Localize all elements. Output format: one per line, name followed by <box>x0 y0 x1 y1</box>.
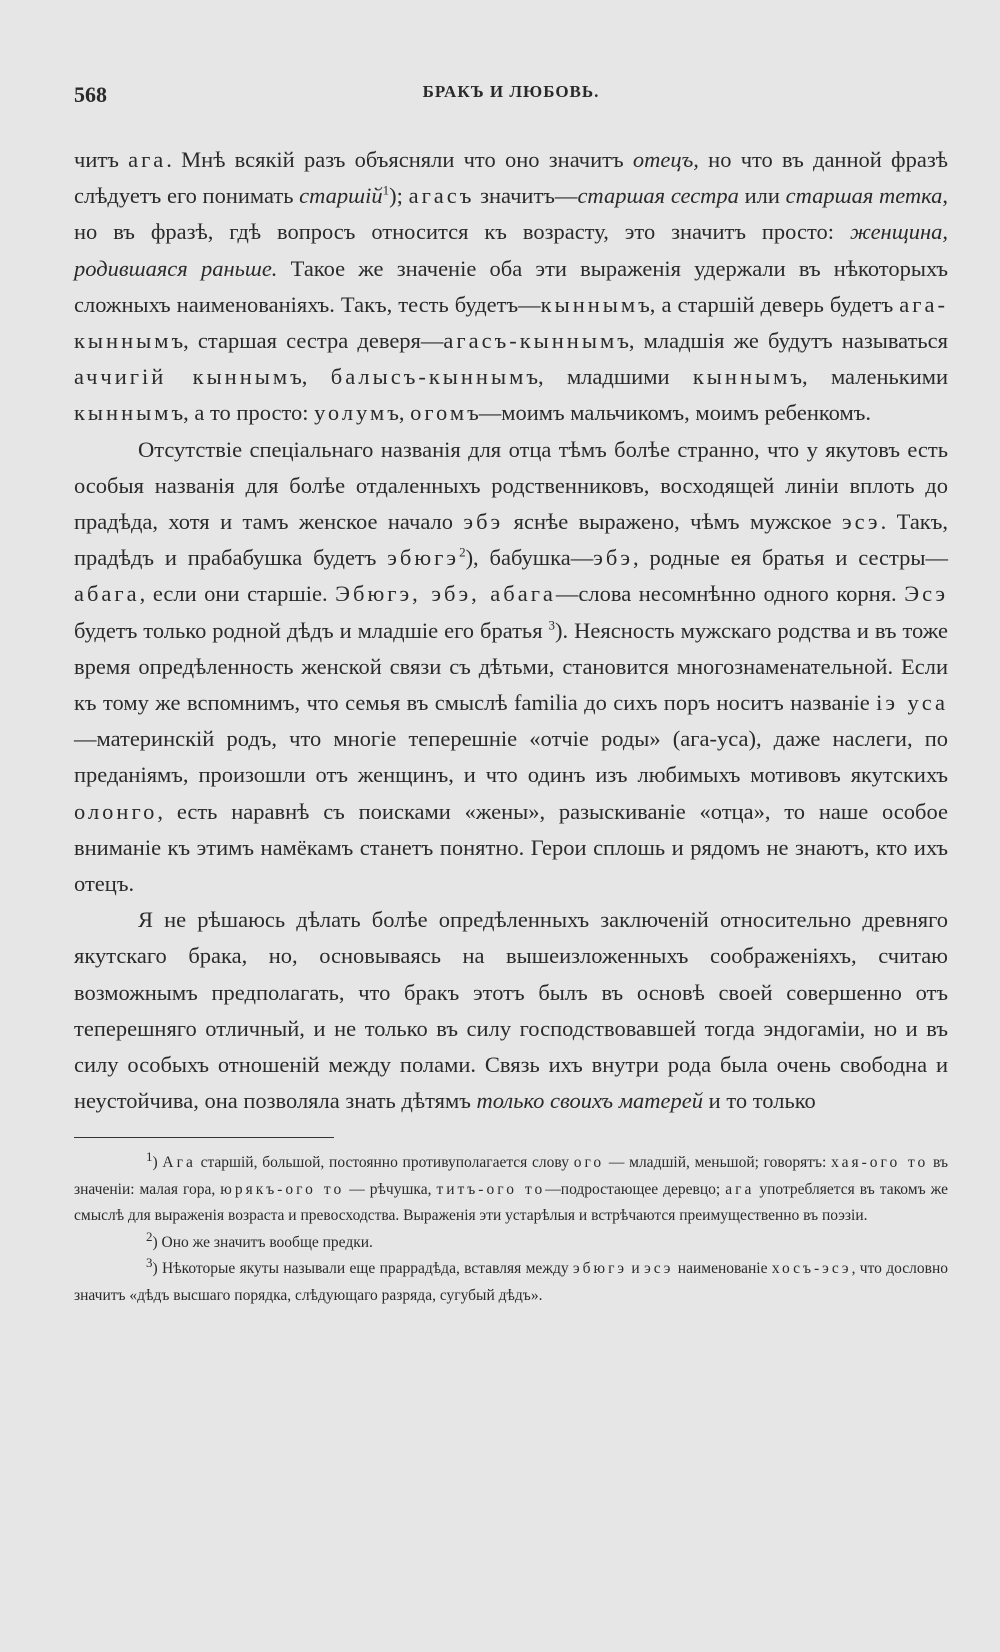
italic-text: старшій <box>299 183 383 209</box>
spaced-term: ого <box>573 1154 605 1172</box>
italic-text: старшая тетка <box>785 183 943 209</box>
spaced-term: эсэ <box>644 1260 674 1278</box>
text-run: —подростающее деревцо; <box>545 1180 726 1198</box>
footnotes <box>74 1150 948 1309</box>
text-run: , есть наравнѣ съ поисками «жены», разыскиваніе «отца», то наше особое вниманіе къ этимъ намёкамъ станетъ понятно. Герои сплошь и рядомъ не знаютъ, кто ихъ отецъ. <box>74 798 948 897</box>
text-run: ) <box>152 1154 163 1172</box>
text-run: —слова несомнѣнно одного корня. <box>555 581 905 607</box>
text-run: старшій, большой, постоянно противуполагается слову <box>195 1154 574 1172</box>
text-run: значитъ— <box>474 183 578 209</box>
text-run: ъ, маленькими <box>790 364 949 390</box>
spaced-term: кынным <box>540 291 639 317</box>
text-run: , родные ея братья и сестры— <box>632 545 948 571</box>
text-run: но что въ данной фразѣ слѣдуетъ его понимать <box>74 147 948 209</box>
page-header <box>74 72 948 112</box>
spaced-term: кынным <box>692 364 791 390</box>
footnote <box>74 1230 948 1257</box>
spaced-term: ага <box>128 147 167 172</box>
text-run: будетъ только родной дѣдъ и младшіе его братья <box>74 617 549 643</box>
text-run: употребляется въ такомъ же смыслѣ для выраженія возраста и превосходства. Выраженія эти устарѣлыя и встрѣчаются преимущественно въ поэзіи. <box>74 1180 948 1225</box>
spaced-term: титъ-ого то <box>436 1180 546 1198</box>
spaced-term: эбэ <box>463 509 504 535</box>
italic-text: женщина, родившаяся раньше. <box>74 219 948 281</box>
spaced-term: Эсэ <box>904 581 948 607</box>
text-run: въ значеніи: малая гора, <box>74 1154 948 1198</box>
footnote-ref: 1 <box>382 182 390 198</box>
paragraph <box>74 432 948 903</box>
spaced-term: олонго <box>74 798 158 824</box>
text-run: и <box>627 1260 645 1278</box>
spaced-term: агасъ <box>408 183 475 209</box>
text-run: ); <box>389 183 409 209</box>
spaced-term: Ага <box>162 1154 196 1172</box>
paragraph <box>74 142 948 432</box>
text-run: ъ, <box>290 364 331 390</box>
text-run: яснѣе выражено, чѣмъ мужское <box>503 509 843 535</box>
text-run: . Такъ, прадѣдъ и прабабушка будетъ <box>74 509 948 571</box>
text-run: и то только <box>703 1088 816 1114</box>
body-text <box>74 142 948 1119</box>
spaced-term: кынным <box>74 400 172 426</box>
italic-text: старшая сестра <box>577 183 739 209</box>
text-run: , что дословно значитъ «дѣдъ высшаго порядка, слѣдующаго разряда, сугубый дѣдъ». <box>74 1260 948 1304</box>
text-run: ), бабушка— <box>465 545 594 571</box>
page-number: 568 <box>74 82 107 107</box>
spaced-term: хосъ-эсэ <box>771 1260 852 1278</box>
spaced-term: аччигій кынным <box>74 364 291 390</box>
footnote-ref: 2 <box>459 544 466 560</box>
italic-text: только своихъ матерей <box>476 1088 704 1114</box>
text-run: , если они старшіе. <box>139 581 336 607</box>
text-run: Такое же значеніе оба эти выраженія удержали въ нѣкоторыхъ сложныхъ наименованіяхъ. Такъ, тесть будетъ— <box>74 255 948 317</box>
spaced-term: балысъ-кынным <box>330 364 527 390</box>
spaced-term: уолум <box>314 400 388 426</box>
spaced-term: ага-кынным <box>74 291 948 354</box>
spaced-term: агасъ-кынным <box>443 328 618 354</box>
text-run: ъ, старшая сестра деверя— <box>171 328 444 354</box>
text-run: . Мнѣ всякій разъ объясняли что оно значитъ <box>166 147 633 172</box>
text-run: ъ—моимъ мальчикомъ, моимъ ребенкомъ. <box>467 400 871 426</box>
text-run: ъ, а старшій деверь будетъ <box>638 291 900 317</box>
text-run: Отсутствіе спеціальнаго названія для отца тѣмъ болѣе странно, что у якутовъ есть особыя названія для болѣе отдаленныхъ родственниковъ, восходящей линіи вплоть до прадѣда, хотя и тамъ женское начало <box>74 436 948 535</box>
footnote <box>74 1256 948 1309</box>
spaced-term: юрякъ-ого то <box>220 1180 345 1198</box>
text-run: ъ, младшія же будутъ называться <box>617 328 948 354</box>
text-run: ъ, младшими <box>526 364 693 390</box>
text-run: — рѣчушка, <box>344 1180 437 1198</box>
spaced-term: хая-ого то <box>831 1154 929 1172</box>
spaced-term: эсэ <box>842 509 881 535</box>
text-run: ъ, а то просто: <box>171 400 315 426</box>
footnote-divider <box>74 1137 334 1138</box>
running-title: БРАКЪ И ЛЮБОВЬ. <box>422 82 600 101</box>
footnote-ref: 1 <box>146 1149 153 1165</box>
spaced-term: абага <box>74 581 140 607</box>
spaced-term: іэ уса <box>876 690 949 716</box>
text-run: ). Неясность мужскаго родства и въ тоже время опредѣленность женской связи съ дѣтьми, становится многознаменательной. Если къ тому же вспомнимъ, что семья въ смыслѣ familia до сихъ поръ носитъ названіе <box>74 617 948 716</box>
text-run: —материнскій родъ, что многіе теперешніе «отчіе роды» (ага-уса), даже наслеги, по преданіямъ, произошли отъ женщинъ, и что одинъ изъ любимыхъ мотивовъ якутскихъ <box>74 726 948 788</box>
footnote-ref: 3 <box>146 1255 153 1271</box>
text-run: Я не рѣшаюсь дѣлать болѣе опредѣленныхъ заключеній относительно древняго якутскаго брака, но, основываясь на вышеизложенныхъ соображеніяхъ, считаю возможнымъ предполагать, что бракъ этотъ былъ въ основѣ своей совершенно отъ теперешняго отличный, и не только въ силу господствовавшей тогда эндогаміи, но и въ силу особыхъ отношеній между полами. Связь ихъ внутри рода была очень свободна и неустойчива, она позволяла знать дѣтямъ <box>74 907 948 1114</box>
text-run: — младшій, меньшой; говорятъ: <box>604 1154 832 1172</box>
text-run: читъ <box>74 147 129 172</box>
spaced-term: огом <box>410 400 468 426</box>
footnote-ref: 3 <box>548 617 556 633</box>
text-run: наименованіе <box>673 1260 772 1278</box>
spaced-term: эбюгэ <box>387 545 460 571</box>
spaced-term: эбюгэ <box>572 1260 628 1278</box>
spaced-term: эбэ <box>593 545 633 571</box>
italic-text: отецъ, <box>632 147 699 172</box>
text-run: , но въ фразѣ, гдѣ вопросъ относится къ возрасту, это значитъ просто: <box>74 183 948 245</box>
footnote-ref: 2 <box>146 1228 153 1244</box>
text-run: ъ, <box>387 400 411 426</box>
spaced-term: Эбюгэ, эбэ, абага <box>335 581 556 607</box>
text-run: ) Нѣкоторые якуты называли еще праpрадѣда, вставляя между <box>152 1260 573 1278</box>
text-run: ) Оно же значитъ вообще предки. <box>152 1233 373 1251</box>
spaced-term: ага <box>725 1180 755 1198</box>
text-run: или <box>738 183 786 209</box>
footnote <box>74 1150 948 1230</box>
paragraph <box>74 902 948 1119</box>
